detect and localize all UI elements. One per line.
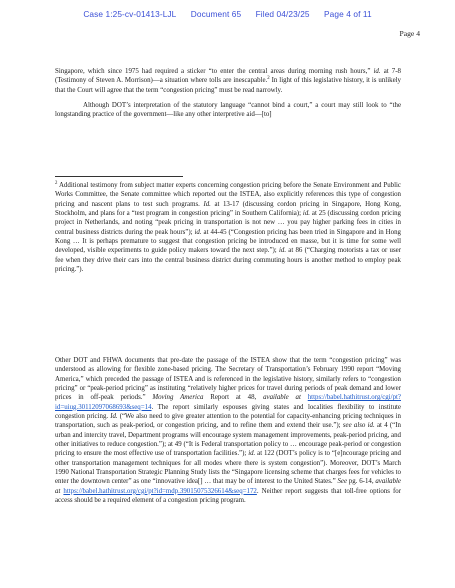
page-number: Page 4 (399, 29, 420, 38)
footnote-divider (55, 176, 183, 177)
paragraph-1: Singapore, which since 1975 had required a sticker “to enter the central areas during morning rush hours,” id. at 7-8 (Testimony of Steven A. Morrison)—a situation where tolls are inescapable.$^2$ In light of this legislative history, it is unlikely that the Court will agree that the term “congestion pricing” must be read narrowly. (55, 68, 401, 94)
body-text-bottom (55, 356, 401, 512)
footnote-number: 2 (55, 181, 58, 186)
filed-date: Filed 04/23/25 (255, 9, 310, 19)
hathitrust-link-planning-study[interactable]: https://babel.hathitrust.org/cgi/pt?id=mdp.39015075326614&seq=172 (63, 487, 257, 495)
paragraph-3: Other DOT and FHWA documents that pre-date the passage of the ISTEA show that the term “congestion pricing” was understood as allowing for flexible zone-based pricing. The Secretary of Transportation’s February 1990 report “Moving America,” which preceded the passage of ISTEA and is referenced in the legislative history, similarly refers to “congestion pricing” or “peak-period pricing” as instituting “relatively higher prices for travel during periods of peak demand and lower prices in off-peak periods.” Moving America Report at 48, available at https://babel.hathitrust.org/cgi/pt?id=uiug.30112097068693&seq=14. The report similarly espouses giving states and localities flexibility to institute congestion pricing. Id. (“We also need to give greater attention to the potential for capacity-enhancing pricing techniques in transportation, such as peak-period, or congestion pricing, and to refine them and extend their use.”); see also id. at 4 (“In urban and intercity travel, Department programs will encourage system management improvements, peak-period pricing, and other initiatives to reduce congestion.”); at 49 (“It is Federal transportation policy to … encourage peak-period or congestion pricing to ensure the most effective use of transportation facilities.”); id. at 122 (DOT’s policy is to “[e]ncourage pricing and other transportation management techniques for all modes where there is system congestion”). Moreover, DOT’s March 1990 National Transportation Strategic Planning Study lists the “Singapore licensing scheme that charges fees for vehicles to enter the downtown center” as one “innovative idea[] … that may be of interest to the United States.” See pg. 6-14, available at https://babel.hathitrust.org/cgi/pt?id=mdp.39015075326614&seq=172. Neither report suggests that toll-free options for access should be a required element of a congestion pricing program. (55, 357, 401, 505)
page-count: Page 4 of 11 (324, 9, 372, 19)
body-text-top (55, 67, 401, 126)
paragraph-2: Although DOT’s interpretation of the statutory language “cannot bind a court,” a court may still look to “the longstanding practice of the government—like any other interpretive aid—[to] (55, 102, 401, 119)
case-number: Case 1:25-cv-01413-LJL (83, 9, 177, 19)
footnote-2: $^2$ Additional testimony from subject matter experts concerning congestion pricing before the Senate Environment and Public Works Committee, the Senate committee which reported out the ISTEA, also explicitly references this type of congestion pricing and nascent plans to test such programs. Id. at 13-17 (discussing cordon pricing in Singapore, Hong Kong, Stockholm, and plans for a “test program in congestion pricing” in Southern California); id. at 25 (discussing cordon pricing project in Netherlands, and noting “peak pricing in transportation is not new … you pay higher parking fees in cities in central business districts during the peak hours”); id. at 44-45 (“Congestion pricing has been tried in Singapore and in Hong Kong … It is perhaps premature to suggest that congestion pricing be introduced en masse, but it is time for some well developed, visible experiments to guide policy makers toward the next step.”); id. at 86 (“Charging motorists a tax or user fee when they drive their cars into the central business district during commuting hours is another method to employ peak pricing.”). (55, 181, 401, 274)
footnote-ref[interactable]: 2 (267, 76, 270, 82)
hathitrust-link-moving-america[interactable]: https://babel.hathitrust.org/cgi/pt?id=uiug.30112097068693&seq=14 (55, 394, 401, 411)
document-number: Document 65 (190, 9, 242, 19)
ecf-header (0, 9, 455, 19)
